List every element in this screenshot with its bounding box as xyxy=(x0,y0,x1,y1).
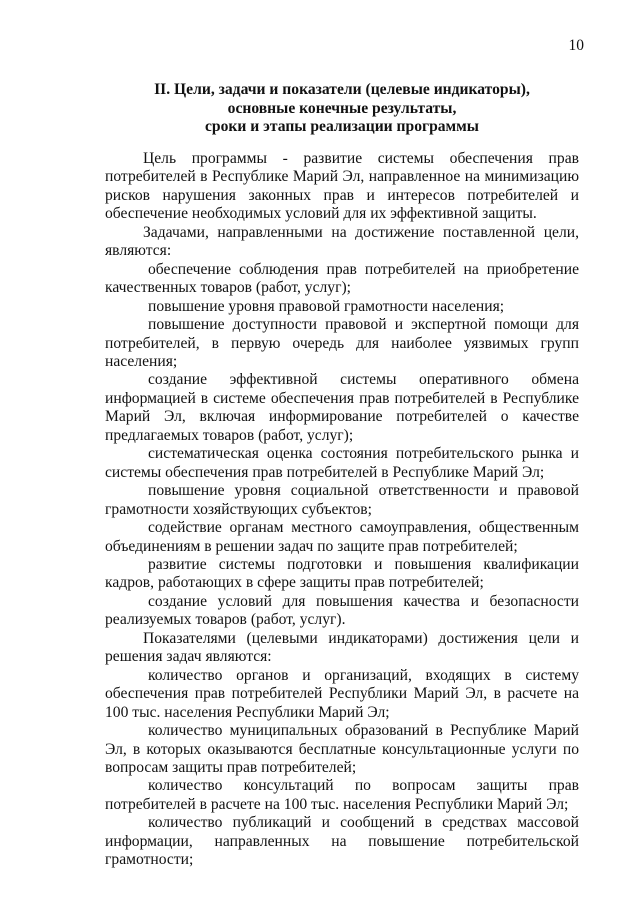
paragraph-indicators-intro: Показателями (целевыми индикаторами) достижения цели и решения задач являются: xyxy=(105,629,579,666)
task-item: обеспечение соблюдения прав потребителей на приобретение качественных товаров (работ, услуг); xyxy=(105,260,579,297)
task-item: повышение уровня правовой грамотности населения; xyxy=(148,297,505,315)
section-heading xyxy=(105,81,579,137)
indicator-item: количество публикаций и сообщений в средствах массовой информации, направленных на повышение потребительской грамотности; xyxy=(105,814,579,869)
task-item: содействие органам местного самоуправления, общественным объединениям в решении задач по защите прав потребителей; xyxy=(105,519,579,555)
task-item: повышение доступности правовой и экспертной помощи для потребителей, в первую очередь для наиболее уязвимых групп населения; xyxy=(105,316,579,370)
document-body xyxy=(105,150,579,870)
heading-line-1: II. Цели, задачи и показатели (целевые индикаторы), xyxy=(154,81,530,98)
heading-line-3: сроки и этапы реализации программы xyxy=(205,118,479,136)
indicator-item: количество консультаций по вопросам защиты прав потребителей в расчете на 100 тыс. населения Республики Марий Эл; xyxy=(105,777,579,813)
paragraph-goal: Цель программы - развитие системы обеспечения прав потребителей в Республике Марий Эл, направленное на минимизацию рисков нарушения законных прав и интересов потребителей и обеспечение необходимых условий для их эффективной защиты. xyxy=(105,150,579,223)
task-item: создание условий для повышения качества и безопасности реализуемых товаров (работ, услуг). xyxy=(105,592,579,629)
indicator-item: количество органов и организаций, входящих в систему обеспечения прав потребителей Республики Марий Эл, в расчете на 100 тыс. населения Республики Марий Эл; xyxy=(105,666,579,721)
task-item: повышение уровня социальной ответственности и правовой грамотности хозяйствующих субъектов; xyxy=(105,482,579,518)
paragraph-tasks-intro: Задачами, направленными на достижение поставленной цели, являются: xyxy=(105,223,579,260)
task-item: систематическая оценка состояния потребительского рынка и системы обеспечения прав потребителей в Республике Марий Эл; xyxy=(105,445,579,481)
indicator-item: количество муниципальных образований в Республике Марий Эл, в которых оказываются бесплатные консультационные услуги по вопросам защиты прав потребителей; xyxy=(105,722,579,776)
task-item: развитие системы подготовки и повышения квалификации кадров, работающих в сфере защиты прав потребителей; xyxy=(105,555,579,592)
task-item: создание эффективной системы оперативного обмена информацией в системе обеспечения прав потребителей в Республике Марий Эл, включая информирование потребителей о качестве предлагаемых товаров (работ, услуг); xyxy=(105,371,579,444)
heading-line-2: основные конечные результаты, xyxy=(227,99,457,117)
page-number: 10 xyxy=(568,37,584,54)
